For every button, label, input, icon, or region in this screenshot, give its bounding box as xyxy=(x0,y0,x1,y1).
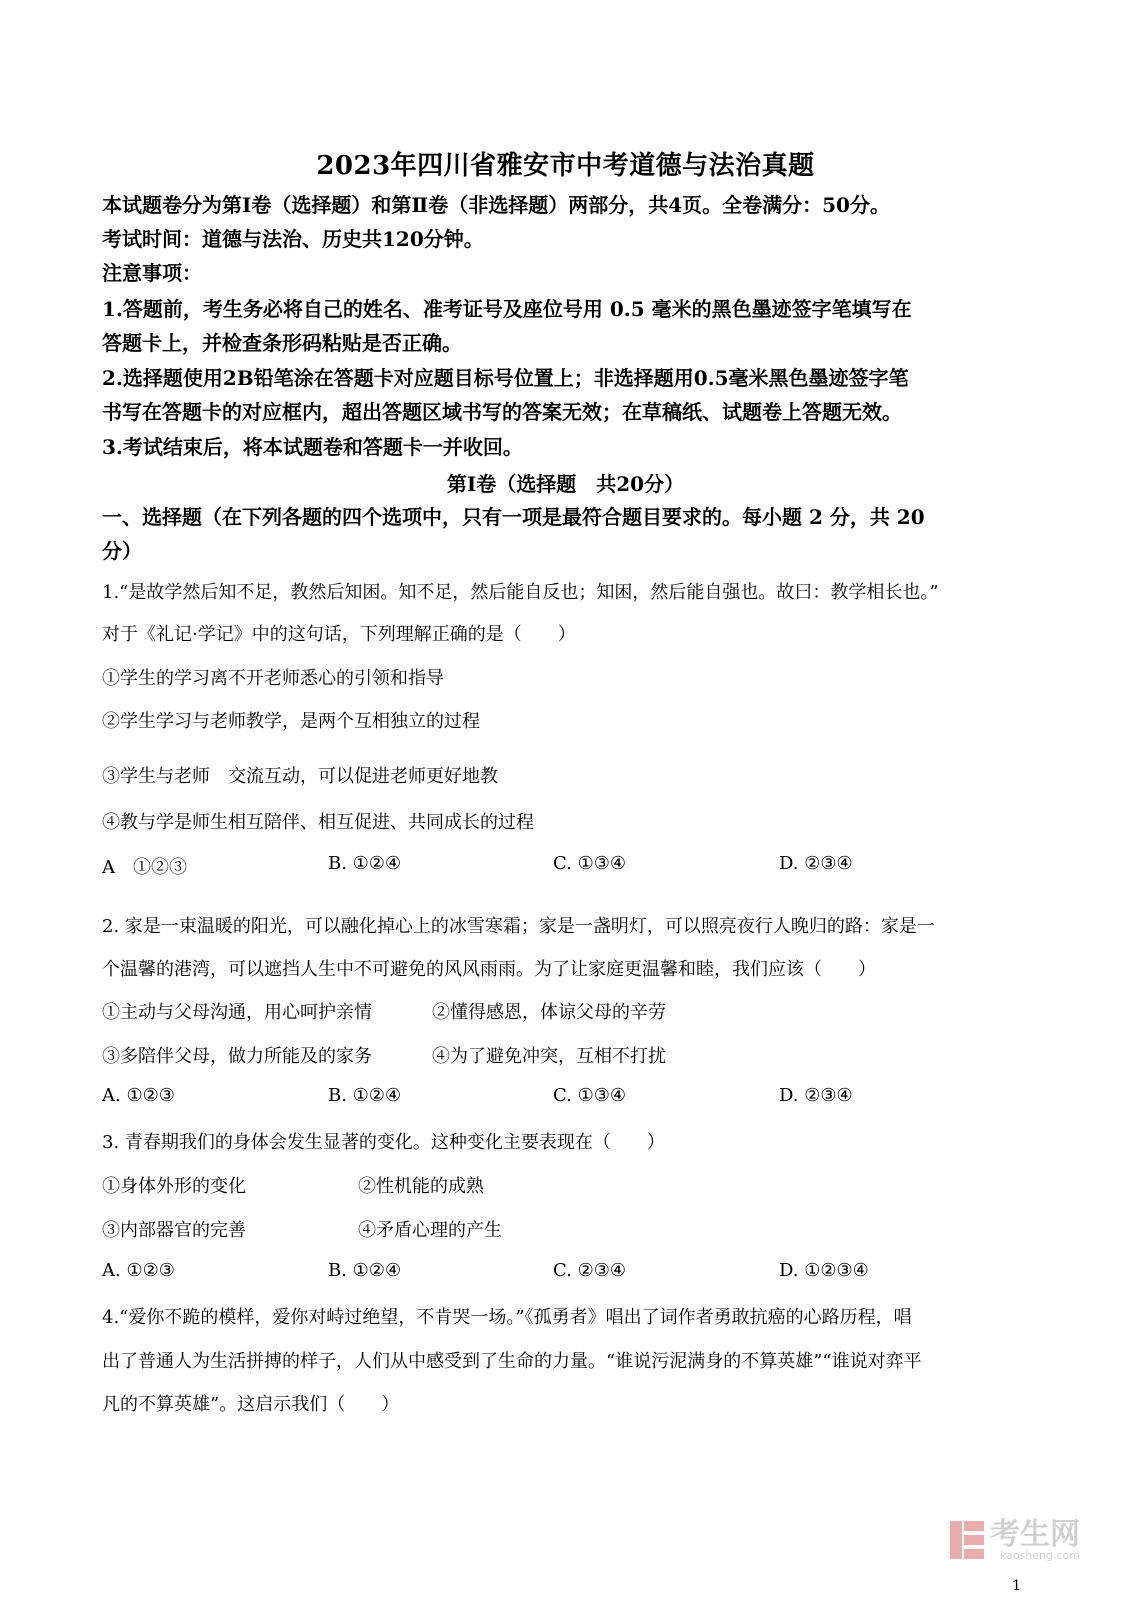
q1-option-a: A ①②③ xyxy=(102,857,187,878)
intro-line-7: 书写在答题卡的对应框内，超出答题区域书写的答案无效；在草稿纸、试题卷上答题无效。 xyxy=(102,400,902,424)
q2-option-c: C. ①③④ xyxy=(553,1085,626,1106)
logo-mark-icon xyxy=(950,1521,984,1559)
q2-option-b: B. ①②④ xyxy=(328,1085,402,1106)
q3-option-c: C. ②③④ xyxy=(553,1260,626,1281)
q3-item-2: ②性机能的成熟 xyxy=(358,1176,484,1197)
watermark-logo xyxy=(950,1518,1100,1562)
q2-item-4: ④为了避免冲突，互相不打扰 xyxy=(432,1046,666,1067)
q2-option-d: D. ②③④ xyxy=(779,1085,853,1106)
part-heading-line-2: 分） xyxy=(102,539,142,563)
part-heading-line-1: 一、选择题（在下列各题的四个选项中，只有一项是最符合题目要求的。每小题 2 分，共 20 xyxy=(102,505,925,529)
intro-line-6: 2.选择题使用2B铅笔涂在答题卡对应题目标号位置上；非选择题用0.5毫米黑色墨迹签字笔 xyxy=(102,366,909,390)
page-title: 2023年四川省雅安市中考道德与法治真题 xyxy=(316,151,815,181)
q3-item-4: ④矛盾心理的产生 xyxy=(358,1220,502,1241)
section-title: 第Ⅰ卷（选择题 共20分） xyxy=(446,472,685,496)
intro-line-8: 3.考试结束后，将本试题卷和答题卡一并收回。 xyxy=(102,435,523,459)
intro-line-5: 答题卡上，并检查条形码粘贴是否正确。 xyxy=(102,331,462,355)
q2-item-3: ③多陪伴父母，做力所能及的家务 xyxy=(102,1046,372,1067)
q3-item-3: ③内部器官的完善 xyxy=(102,1220,246,1241)
q4-stem-line-2: 出了普通人为生活拼搏的样子，人们从中感受到了生命的力量。“谁说污泥满身的不算英雄”“谁说对弈平 xyxy=(102,1351,922,1372)
q2-item-2: ②懂得感恩，体谅父母的辛劳 xyxy=(432,1002,666,1023)
q1-stem-line-2: 对于《礼记·学记》中的这句话，下列理解正确的是（ ） xyxy=(102,624,576,645)
q1-option-c: C. ①③④ xyxy=(553,853,626,874)
watermark-en: kaosheng.com xyxy=(999,1548,1080,1562)
q2-stem-line-2: 个温馨的港湾，可以遮挡人生中不可避免的风风雨雨。为了让家庭更温馨和睦，我们应该（ ） xyxy=(102,959,876,980)
intro-line-1: 本试题卷分为第Ⅰ卷（选择题）和第Ⅱ卷（非选择题）两部分，共4页。全卷满分：50分。 xyxy=(102,193,890,217)
q1-item-1: ①学生的学习离不开老师悉心的引领和指导 xyxy=(102,668,444,689)
q3-stem: 3. 青春期我们的身体会发生显著的变化。这种变化主要表现在（ ） xyxy=(102,1132,665,1153)
q2-item-1: ①主动与父母沟通，用心呵护亲情 xyxy=(102,1002,372,1023)
q3-option-a: A. ①②③ xyxy=(102,1260,175,1281)
q2-stem-line-1: 2. 家是一束温暖的阳光，可以融化掉心上的冰雪寒霜；家是一盏明灯，可以照亮夜行人晚归的路：家是一 xyxy=(102,916,935,937)
q3-option-d: D. ①②③④ xyxy=(779,1260,869,1281)
q3-item-1: ①身体外形的变化 xyxy=(102,1176,246,1197)
q1-item-2: ②学生学习与老师教学，是两个互相独立的过程 xyxy=(102,711,480,732)
q1-stem-line-1: 1.“是故学然后知不足，教然后知困。知不足，然后能自反也；知困，然后能自强也。故曰：教学相长也。” xyxy=(102,582,939,603)
q2-option-a: A. ①②③ xyxy=(102,1085,175,1106)
q4-stem-line-3: 凡的不算英雄”。这启示我们（ ） xyxy=(102,1394,400,1415)
q1-option-b: B. ①②④ xyxy=(328,853,402,874)
q1-option-d: D. ②③④ xyxy=(779,853,853,874)
watermark-cn: 考生网 xyxy=(990,1516,1080,1552)
intro-line-4: 1.答题前，考生务必将自己的姓名、准考证号及座位号用 0.5 毫米的黑色墨迹签字笔填写在 xyxy=(102,297,912,321)
page-number: 1 xyxy=(1012,1578,1021,1594)
q1-item-4: ④教与学是师生相互陪伴、相互促进、共同成长的过程 xyxy=(102,812,534,833)
q3-option-b: B. ①②④ xyxy=(328,1260,402,1281)
q4-stem-line-1: 4.“爱你不跪的模样，爱你对峙过绝望，不肯哭一场。”《孤勇者》唱出了词作者勇敢抗癌的心路历程，唱 xyxy=(102,1307,912,1328)
intro-line-3: 注意事项： xyxy=(102,261,202,285)
intro-line-2: 考试时间：道德与法治、历史共120分钟。 xyxy=(102,227,484,251)
q1-item-3: ③学生与老师 交流互动，可以促进老师更好地教 xyxy=(102,766,498,787)
